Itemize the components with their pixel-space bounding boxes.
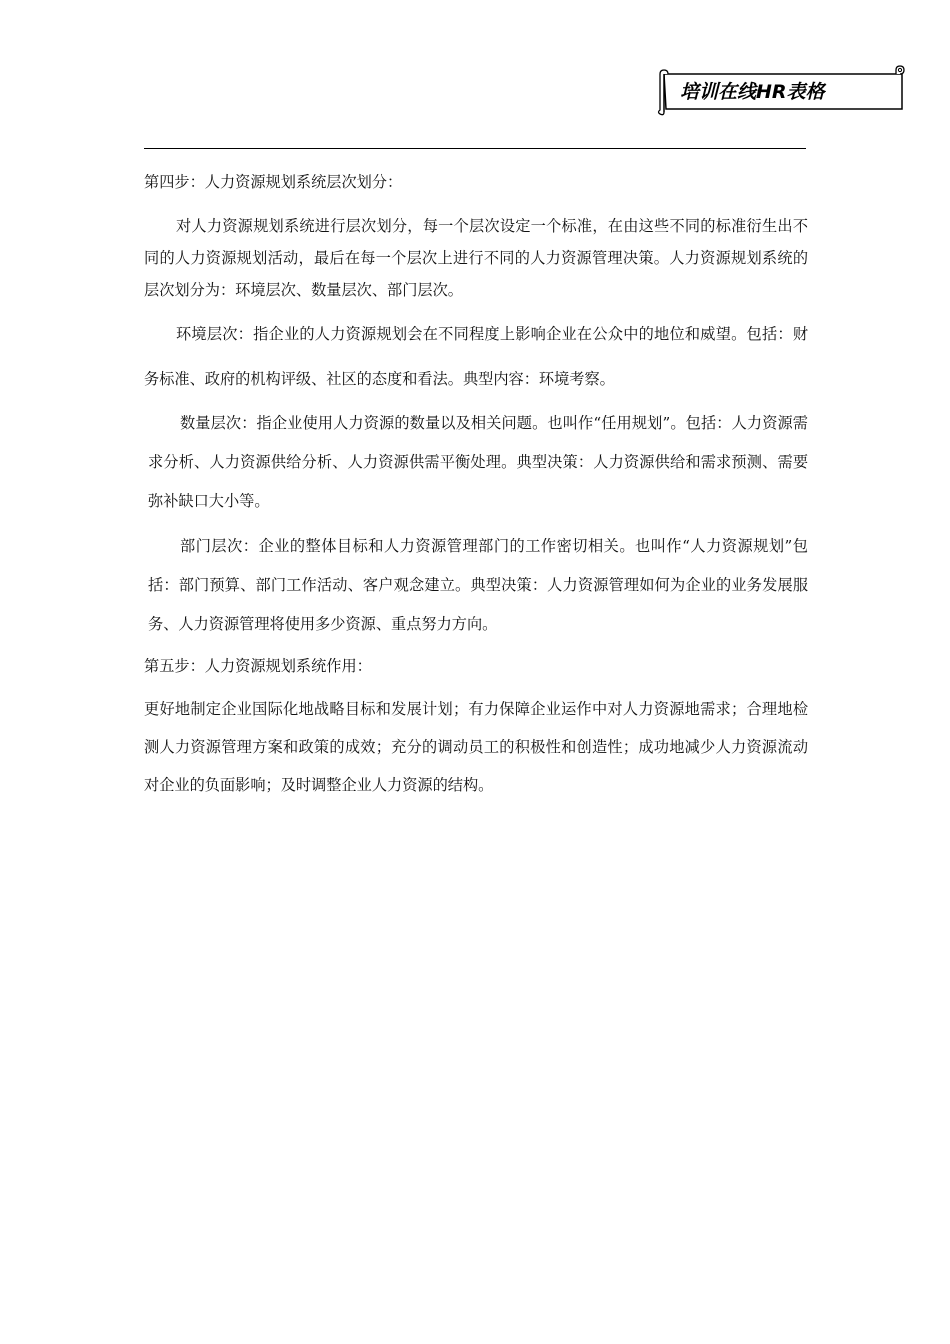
step4-intro-paragraph: 对人力资源规划系统进行层次划分，每一个层次设定一个标准，在由这些不同的标准衍生出不同的人力资源规划活动，最后在每一个层次上进行不同的人力资源管理决策。人力资源规划系统的层次划分为：环境层次、数量层次、部门层次。 <box>144 217 808 299</box>
environment-level-paragraph: 环境层次：指企业的人力资源规划会在不同程度上影响企业在公众中的地位和威望。包括：财务标准、政府的机构评级、社区的态度和看法。典型内容：环境考察。 <box>144 325 808 388</box>
step4-heading: 第四步：人力资源规划系统层次划分： <box>144 173 403 191</box>
scroll-banner-logo <box>656 64 908 116</box>
banner-title: 培训在线HR表格 <box>680 81 825 103</box>
step5-body-paragraph: 更好地制定企业国际化地战略目标和发展计划；有力保障企业运作中对人力资源地需求；合理地检测人力资源管理方案和政策的成效；充分的调动员工的积极性和创造性；成功地减少人力资源流动对企业的负面影响；及时调整企业人力资源的结构。 <box>144 700 808 794</box>
department-level-paragraph: 部门层次：企业的整体目标和人力资源管理部门的工作密切相关。也叫作“人力资源规划”包括：部门预算、部门工作活动、客户观念建立。典型决策：人力资源管理如何为企业的业务发展服务、人力资源管理将使用多少资源、重点努力方向。 <box>148 537 808 633</box>
header-divider <box>144 148 806 149</box>
quantity-level-paragraph: 数量层次：指企业使用人力资源的数量以及相关问题。也叫作“任用规划”。包括：人力资源需求分析、人力资源供给分析、人力资源供需平衡处理。典型决策：人力资源供给和需求预测、需要弥补缺口大小等。 <box>148 414 808 510</box>
step5-heading: 第五步：人力资源规划系统作用： <box>144 657 372 675</box>
document-body <box>144 166 808 804</box>
